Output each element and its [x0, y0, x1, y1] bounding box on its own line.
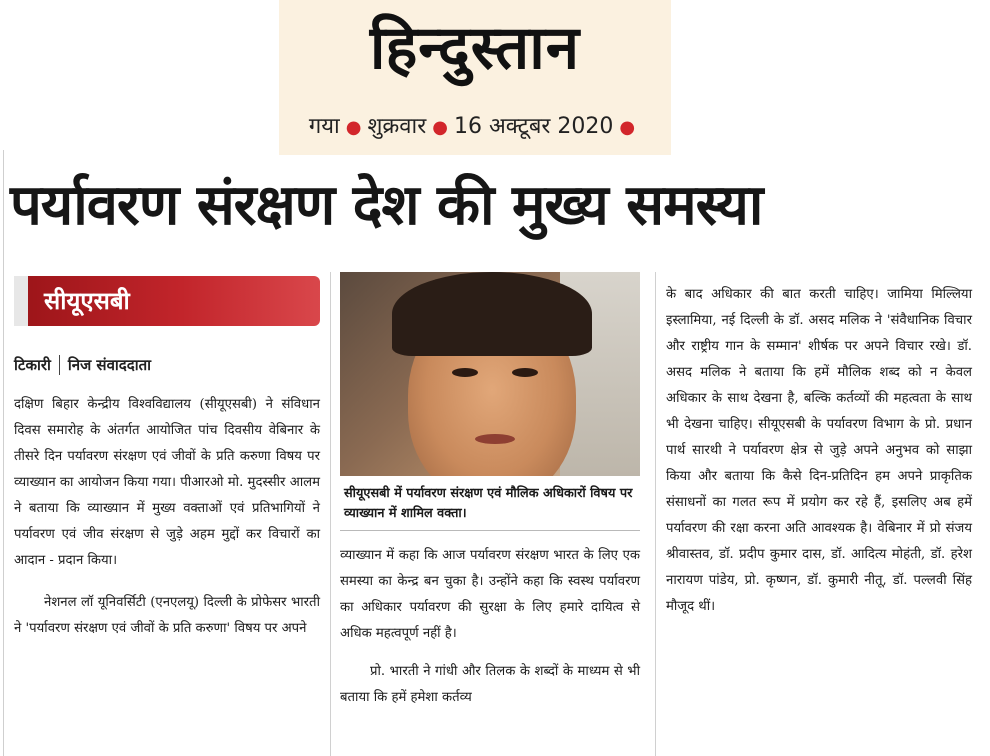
paragraph-left-1: दक्षिण बिहार केन्द्रीय विश्वविद्यालय (सीयूएसबी) ने संविधान दिवस समारोह के अंतर्गत आयोजित पांच दिवसीय वेबिनार के तीसरे दिन पर्यावरण संरक्षण एवं जीवों के प्रति करुणा विषय पर व्याख्यान का आयोजन किया गया। पीआरओ मो. मुदस्सीर आलम ने बताया कि व्याख्यान में मुख्य वक्ताओं एवं प्रतिभागियों ने पर्यावरण एवं जीव संरक्षण से जुड़े अहम मुद्दों कर विचारों का आदान - प्रदान किया।	[14, 397, 320, 568]
paragraph-mid-2: प्रो. भारती ने गांधी और तिलक के शब्दों के माध्यम से भी बताया कि हमें हमेशा कर्तव्य	[340, 664, 640, 705]
photo-caption: सीयूएसबी में पर्यावरण संरक्षण एवं मौलिक अधिकारों विषय पर व्याख्यान में शामिल वक्ता।	[340, 476, 640, 531]
byline	[14, 354, 320, 376]
speaker-photo	[340, 272, 640, 476]
bullet-icon: ●	[432, 117, 448, 138]
paragraph-mid-1: व्याख्यान में कहा कि आज पर्यावरण संरक्षण भारत के लिए एक समस्या का केन्द्र बन चुका है। उन्होंने कहा कि स्वस्थ पर्यावरण का अधिकार पर्यावरण की सुरक्षा के लिए हमारे दायित्व से अधिक महत्वपूर्ण नहीं है।	[340, 548, 640, 641]
column-middle	[340, 272, 640, 711]
byline-divider	[59, 355, 60, 375]
byline-place: टिकारी	[14, 356, 51, 374]
section-tag-label: सीयूएसबी	[44, 287, 130, 315]
column-divider	[655, 272, 656, 756]
byline-author: निज संवाददाता	[67, 356, 152, 374]
article-headline: पर्यावरण संरक्षण देश की मुख्य समस्या	[10, 173, 763, 238]
bullet-icon: ●	[619, 117, 636, 138]
column-divider	[330, 272, 331, 756]
masthead	[279, 0, 671, 155]
page-edge-rule	[3, 150, 4, 756]
section-tag	[14, 276, 320, 326]
dateline-city: गया	[308, 114, 340, 139]
newspaper-logo: हिन्दुस्तान	[369, 13, 581, 83]
dateline-date: 16 अक्टूबर 2020	[453, 114, 614, 139]
bullet-icon: ●	[345, 117, 362, 138]
paragraph-right-1: के बाद अधिकार की बात करती चाहिए। जामिया मिल्लिया इस्लामिया, नई दिल्ली के डॉ. असद मलिक ने 'संवैधानिक विचार और राष्ट्रीय गान के सम्मान' शीर्षक पर अपने विचार रखे। डॉ. असद मलिक ने बताया कि हमें मौलिक शब्द को न केवल अधिकार के साथ देखना है, बल्कि कर्तव्यों की महत्वता के साथ भी देखना चाहिए। सीयूएसबी के पर्यावरण विभाग के प्रो. प्रधान पार्थ सारथी ने पर्यावरण क्षेत्र से जुड़े अपने अनुभव को साझा किया और बताया कि कैसे दिन-प्रतिदिन हम अपने प्राकृतिक संसाधनों का गलत रूप में प्रयोग कर रहे हैं, इसलिए अब हमें पर्यावरण की रक्षा करना अति आवश्यक है। वेबिनार में प्रो संजय श्रीवास्तव, डॉ. प्रदीप कुमार दास, डॉ. आदित्य मोहंती, डॉ. हरेश नारायण पांडेय, प्रो. कृष्णन, डॉ. कुमारी नीतू, डॉ. पल्लवी सिंह मौजूद थीं।	[666, 287, 972, 614]
column-left	[14, 276, 320, 642]
paragraph-left-2: नेशनल लॉ यूनिवर्सिटी (एनएलयू) दिल्ली के प्रोफेसर भारती ने 'पर्यावरण संरक्षण एवं जीवों के प्रति करुणा' विषय पर अपने	[14, 595, 320, 636]
dateline	[279, 110, 671, 140]
dateline-day: शुक्रवार	[367, 114, 427, 139]
column-right	[666, 282, 972, 620]
